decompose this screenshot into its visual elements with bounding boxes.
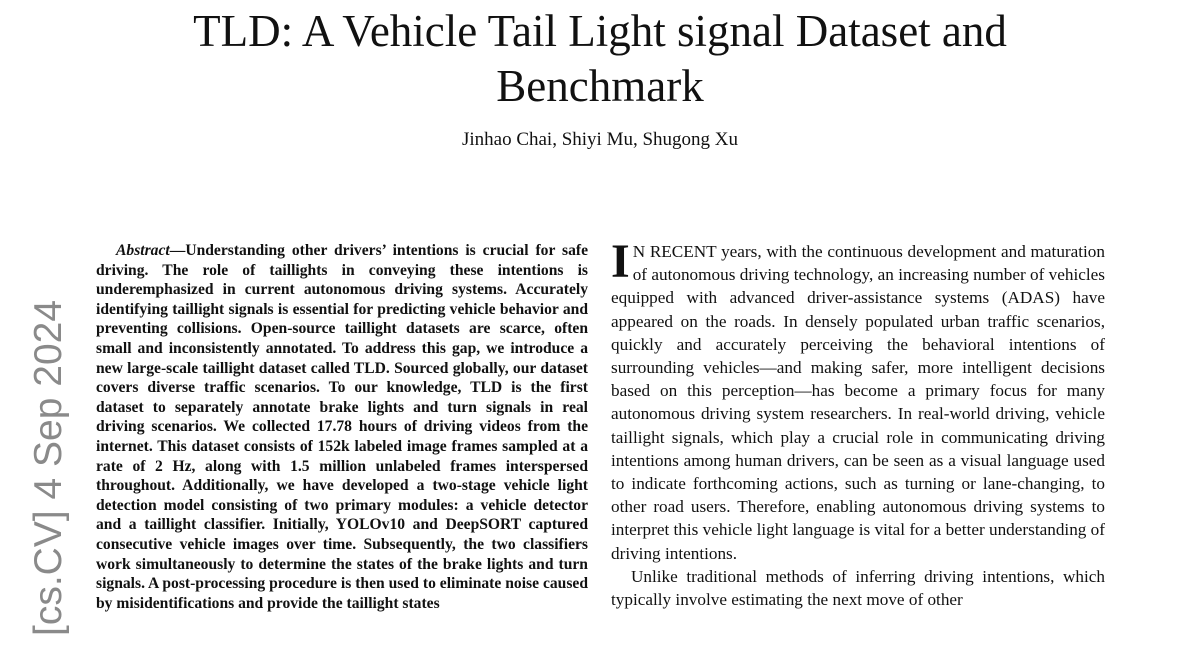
drop-cap: I [611, 240, 630, 288]
intro-paragraph-2: Unlike traditional methods of inferring driving intentions, which typically involve estimating the next move of other [611, 566, 1105, 610]
intro-paragraph-1-text: N RECENT years, with the continuous development and maturation of autonomous driving technology, an increasing number of vehicles equipped with advanced driver-assistance systems (ADAS) have appeared on the roads. In densely populated urban traffic scenarios, quickly and accurately perceiving the behavioral intentions of surrounding vehicles—and making safer, more intelligent decisions based on this perception—has become a primary focus for many autonomous driving system researchers. In real-world driving, vehicle taillight signals, which play a crucial role in communicating driving intentions among human drivers, can be seen as a visual language used to indicate forthcoming actions, such as turning or lane-changing, to other road users. Therefore, enabling autonomous driving systems to interpret this vehicle light language is vital for a better understanding of driving intentions. [611, 242, 1105, 563]
abstract-paragraph [96, 241, 588, 613]
paper-title: TLD: A Vehicle Tail Light signal Dataset and Benchmark [193, 6, 1007, 111]
author-list: Jinhao Chai, Shiyi Mu, Shugong Xu [461, 129, 739, 150]
abstract-label: Abstract [116, 242, 170, 259]
intro-paragraph-1 [611, 240, 1105, 565]
abstract-section [96, 241, 588, 648]
introduction-section [611, 240, 1105, 648]
arxiv-identifier: [cs.CV] 4 Sep 2024 [27, 299, 70, 636]
abstract-text: —Understanding other drivers’ intentions is crucial for safe driving. The role of taillights in conveying these intentions is underemphasized in current autonomous driving systems. Accurately identifying taillight signals is essential for predicting vehicle behavior and preventing collisions. Open-source taillight datasets are scarce, often small and inconsistently annotated. To address this gap, we introduce a new large-scale taillight dataset called TLD. Sourced globally, our dataset covers diverse traffic scenarios. To our knowledge, TLD is the first dataset to separately annotate brake lights and turn signals in real driving scenarios. We collected 17.78 hours of driving videos from the internet. This dataset consists of 152k labeled image frames sampled at a rate of 2 Hz, along with 1.5 million unlabeled frames interspersed throughout. Additionally, we have developed a two-stage vehicle light detection model consisting of two primary modules: a vehicle detector and a taillight classifier. Initially, YOLOv10 and DeepSORT captured consecutive vehicle images over time. Subsequently, the two classifiers work simultaneously to determine the states of the brake lights and turn signals. A post-processing procedure is then used to eliminate noise caused by misidentifications and provide the taillight states [96, 242, 588, 612]
